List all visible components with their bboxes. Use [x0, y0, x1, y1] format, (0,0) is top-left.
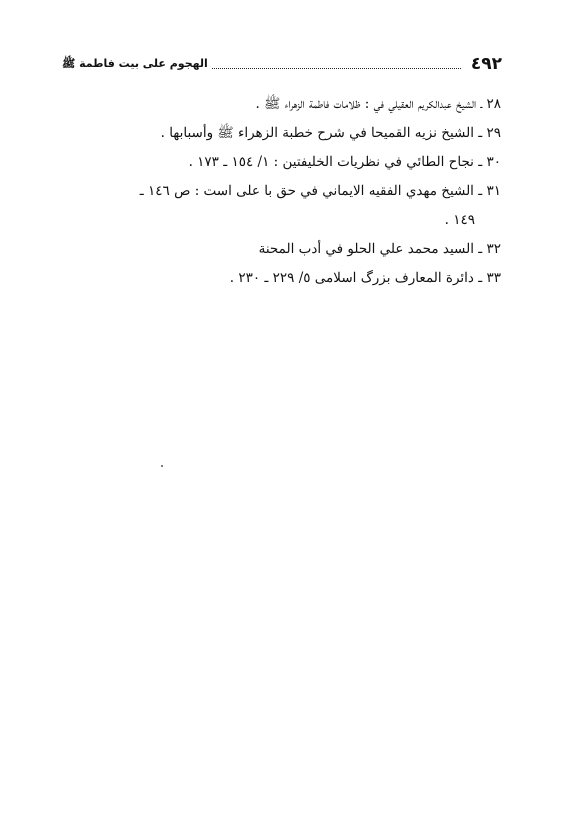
reference-entry-31	[96, 177, 501, 235]
page-number: ٤٩٢	[470, 54, 502, 74]
running-title: الهجوم على بيت فاطمة ﷺ	[62, 57, 208, 70]
reference-entry-text: ٣١ ـ الشيخ مهدي الفقيه الايماني في حق با على است : ص ١٤٦ ـ	[139, 183, 501, 199]
reference-entry-29	[96, 119, 501, 148]
header-dotted-leader	[212, 67, 461, 69]
reference-entry-30	[96, 148, 501, 177]
stray-mark	[161, 465, 163, 467]
reference-entry-text: ٢٩ ـ الشيخ نزيه القميحا في شرح خطبة الزهراء ﷺ وأسبابها .	[160, 125, 501, 141]
reference-entry-28	[96, 90, 501, 119]
reference-entry-continuation: ١٤٩ .	[444, 212, 475, 228]
reference-list	[96, 90, 501, 293]
reference-entry-text: ٢٨ ـ الشيخ عبدالكريم العقيلي في : ظلامات فاطمة الزهراء ﷺ .	[255, 96, 501, 112]
reference-entry-32	[96, 235, 501, 264]
reference-entry-33	[96, 264, 501, 293]
page-header	[62, 50, 502, 74]
reference-entry-text: ٣٢ ـ السيد محمد علي الحلو في أدب المحنة	[258, 241, 501, 257]
reference-entry-text: ٣٠ ـ نجاح الطائي في نظريات الخليفتين : ١/ ١٥٤ ـ ١٧٣ .	[188, 154, 501, 170]
reference-entry-text: ٣٣ ـ دائرة المعارف بزرگ اسلامی ٥/ ٢٢٩ ـ ٢٣٠ .	[229, 270, 501, 286]
